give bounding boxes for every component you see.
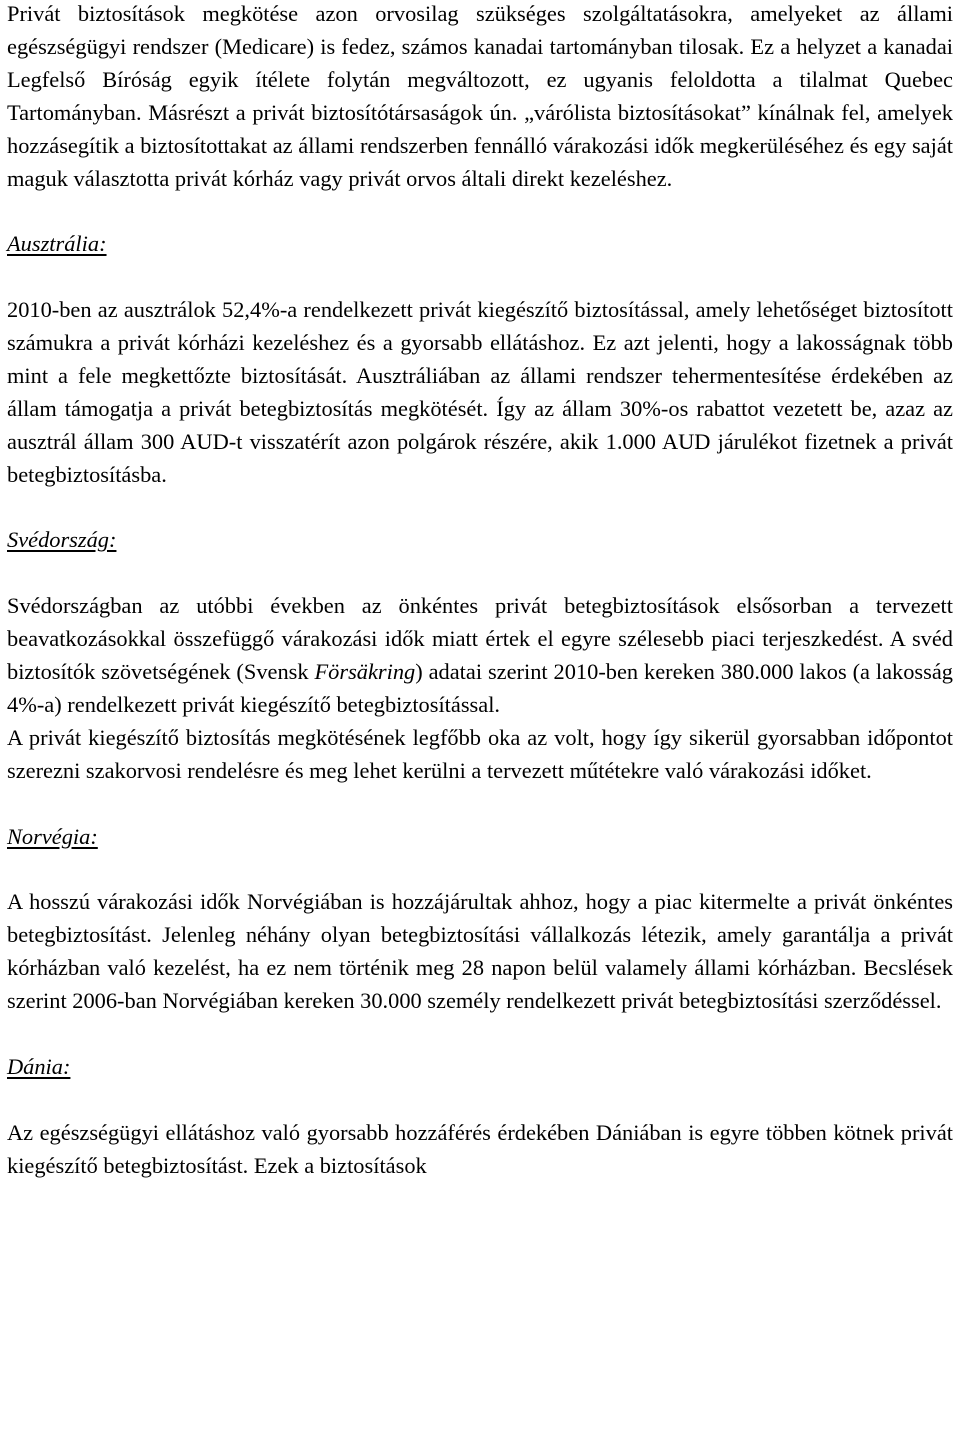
section-heading-australia: Ausztrália: (7, 231, 107, 257)
section-heading-sweden: Svédország: (7, 527, 117, 553)
section-heading-denmark: Dánia: (7, 1053, 71, 1079)
spacer (7, 853, 953, 886)
canada-paragraph: Privát biztosítások megkötése azon orvosilag szükséges szolgáltatásokra, amelyeket az állami egészségügyi rendszer (Medicare) is fedez, számos kanadai tartományban tilosak. Ez a helyzet a kanadai Legfelső Bíróság egyik ítélete folytán megváltozott, ez ugyanis feloldotta a tilalmat Quebec Tartományban. Másrészt a privát biztosítótársaságok ún. „várólista biztosításokat” kínálnak fel, amelyek hozzásegítik a biztosítottakat az állami rendszerben fennálló várakozási idők megkerüléséhez és egy saját maguk választotta privát kórház vagy privát orvos általi direkt kezeléshez. (7, 1, 953, 191)
section-heading-norway: Norvégia: (7, 823, 98, 849)
sweden-text-part-2: ) adatai szerint 2010-ben kereken 380.000 lakos (a lakosság 4%-a) rendelkezett privát kiegészítő betegbiztosítással. (7, 659, 953, 717)
sweden-paragraph-2: A privát kiegészítő biztosítás megkötésének legfőbb oka az volt, hogy így sikerül gyorsabban időpontot szerezni szakorvosi rendelésre és meg lehet kerülni a tervezett műtétekre való várakozási időket. (7, 724, 953, 783)
document-page (7, 0, 953, 1183)
spacer (7, 492, 953, 525)
spacer (7, 557, 953, 590)
spacer (7, 261, 953, 294)
norway-paragraph: A hosszú várakozási idők Norvégiában is hozzájárultak ahhoz, hogy a piac kitermelte a privát önkéntes betegbiztosítást. Jelenleg néhány olyan betegbiztosítási vállalkozás létezik, amely garantálja a privát kórházban való kezelést, ha ez nem történik meg 28 napon belül valamely állami kórházban. Becslések szerint 2006-ban Norvégiában kereken 30.000 személy rendelkezett privát betegbiztosítási szerződéssel. (7, 889, 953, 1014)
denmark-paragraph: Az egészségügyi ellátáshoz való gyorsabb hozzáférés érdekében Dániában is egyre többen kötnek privát kiegészítő betegbiztosítást. Ezek a biztosítások (7, 1119, 953, 1178)
sweden-text-part-1: Svédországban az utóbbi években az önkéntes privát betegbiztosítások elsősorban a tervezett beavatkozásokkal összefüggő várakozási idők miatt értek el egyre szélesebb piaci terjeszkedést. A svéd biztosítók szövetségének (Svensk (7, 593, 953, 685)
spacer (7, 788, 953, 821)
spacer (7, 195, 953, 228)
sweden-text-italic: Försäkring (314, 659, 416, 685)
australia-paragraph: 2010-ben az ausztrálok 52,4%-a rendelkezett privát kiegészítő biztosítással, amely lehetőséget biztosított számukra a privát kórházi kezeléshez és a gyorsabb ellátáshoz. Ez azt jelenti, hogy a lakosságnak több mint a fele megkettőzte biztosítását. Ausztráliában az állami rendszer tehermentesítése érdekében az állam támogatja a privát betegbiztosítás megkötését. Így az állam 30%-os rabattot vezetett be, azaz az ausztrál állam 300 AUD-t visszatérít azon polgárok részére, akik 1.000 AUD járulékot fizetnek a privát betegbiztosításba. (7, 297, 953, 487)
spacer (7, 1018, 953, 1051)
spacer (7, 1084, 953, 1117)
sweden-paragraph-1 (7, 590, 953, 722)
